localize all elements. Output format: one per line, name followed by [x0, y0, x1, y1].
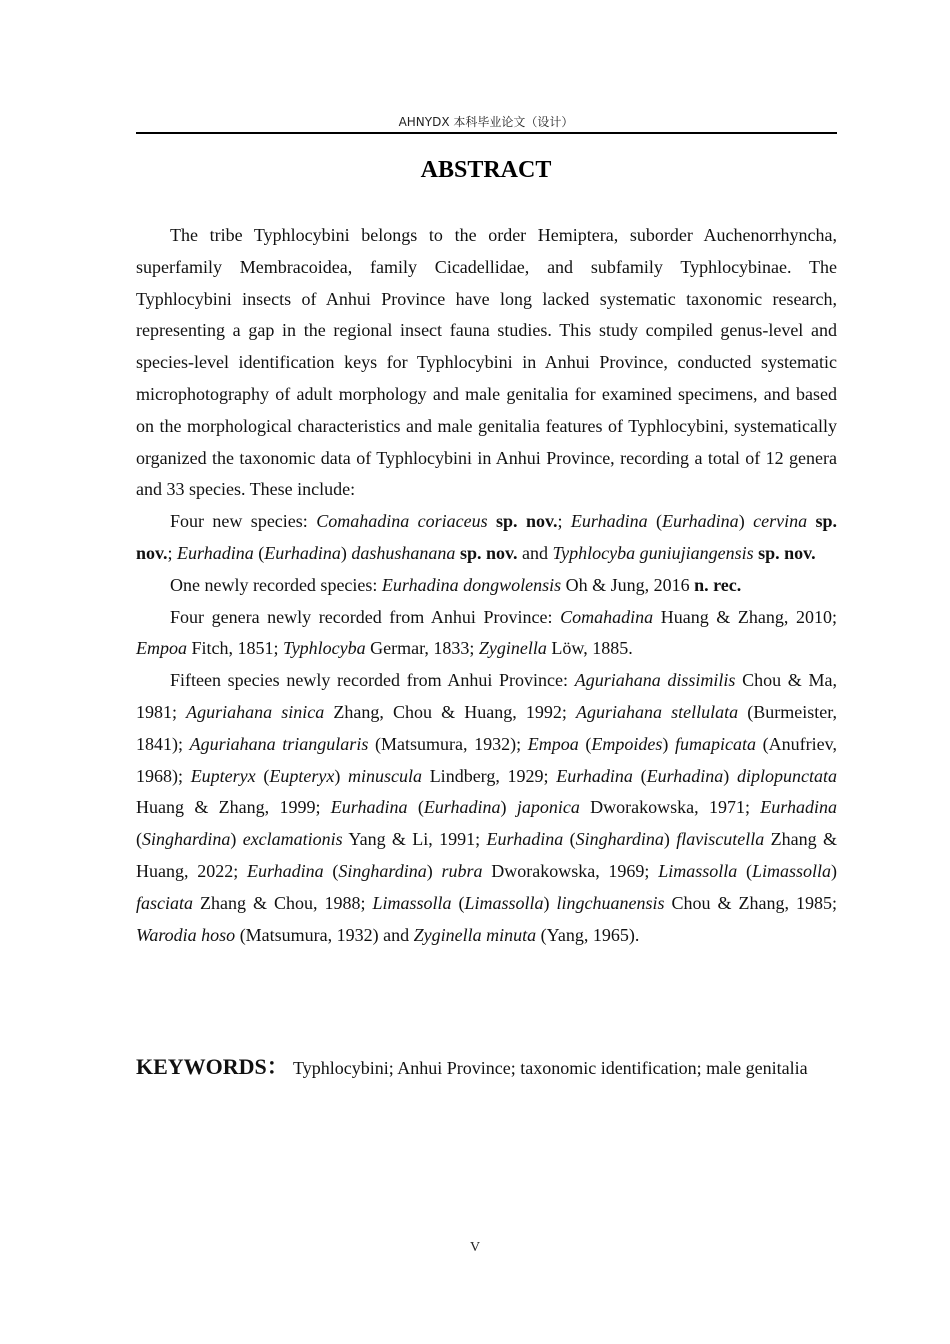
- taxon-name: Comahadina: [560, 606, 654, 627]
- taxon-name: Aguriahana dissimilis: [574, 670, 736, 691]
- text-run: (: [647, 511, 662, 532]
- page-title: ABSTRACT: [420, 157, 552, 183]
- text-run: Four new species:: [170, 511, 317, 532]
- text-run: One newly recorded species:: [170, 574, 382, 595]
- text-run: (Matsumura, 1932);: [368, 733, 528, 754]
- taxon-name: exclamationis: [242, 829, 343, 850]
- text-run: ): [426, 860, 442, 881]
- text-run: (Burmeister, 1841);: [136, 701, 837, 754]
- text-run: Huang & Zhang, 2010;: [653, 606, 837, 627]
- nomenclature-mark: sp. nov.: [136, 511, 838, 563]
- taxon-name: rubra: [441, 860, 483, 881]
- abstract-paragraph-fifteen-species: [136, 665, 837, 951]
- nomenclature-mark: n. rec.: [694, 574, 742, 595]
- taxon-name: Eurhadina: [246, 860, 324, 881]
- text-run: (: [407, 797, 424, 818]
- taxon-name: fasciata: [136, 892, 193, 913]
- text-run: Zhang & Huang, 2022;: [136, 829, 837, 881]
- taxon-name: Eurhadina: [177, 542, 254, 563]
- keywords-line: [136, 1052, 837, 1083]
- text-run: (Yang, 1965).: [536, 924, 640, 945]
- text-run: ): [663, 829, 677, 850]
- taxon-name: Singhardina: [338, 860, 427, 881]
- nomenclature-mark: sp. nov.: [758, 542, 816, 563]
- abstract-body: [136, 220, 837, 951]
- text-run: ): [738, 511, 754, 532]
- abstract-paragraph-new-species: [136, 506, 837, 570]
- text-run: Huang & Zhang, 1999;: [136, 797, 331, 818]
- text-run: ;: [167, 542, 178, 563]
- taxon-name: Warodia hoso: [136, 924, 236, 945]
- text-run: ): [340, 542, 352, 563]
- text-run: ;: [557, 511, 571, 532]
- abstract-paragraph-intro: [136, 220, 837, 506]
- text-run: Oh & Jung, 2016: [561, 574, 695, 595]
- keywords-text: Typhlocybini; Anhui Province; taxonomic identification; male genitalia: [288, 1058, 808, 1078]
- taxon-name: Limassolla: [751, 860, 831, 881]
- text-run: ): [230, 829, 243, 850]
- abstract-paragraph-new-record-species: [136, 570, 837, 602]
- taxon-name: Eurhadina: [264, 542, 341, 563]
- abstract-paragraph-new-genera: [136, 602, 837, 666]
- text-run: (Anufriev, 1968);: [136, 733, 837, 786]
- text-run: (: [255, 765, 270, 786]
- text-run: Fifteen species newly recorded from Anhui Province:: [170, 670, 575, 691]
- taxon-name: Comahadina coriaceus: [316, 511, 488, 532]
- taxon-name: Eurhadina: [646, 765, 724, 786]
- taxon-name: Eurhadina: [570, 511, 648, 532]
- nomenclature-mark: sp. nov.: [459, 542, 518, 563]
- text-run: (: [632, 765, 647, 786]
- text-run: (: [136, 829, 142, 850]
- text-run: Lindberg, 1929;: [422, 765, 557, 786]
- text-run: and: [517, 542, 553, 563]
- text-run: Fitch, 1851;: [187, 638, 284, 659]
- taxon-name: Eurhadina: [423, 797, 501, 818]
- taxon-name: Eupteryx: [269, 765, 335, 786]
- taxon-name: Zyginella: [478, 638, 547, 659]
- running-header: AHNYDX 本科毕业论文（设计）: [398, 115, 574, 129]
- text-run: ): [334, 765, 348, 786]
- text-run: [807, 511, 815, 531]
- taxon-name: Aguriahana stellulata: [575, 701, 739, 722]
- taxon-name: Eurhadina: [556, 765, 633, 786]
- taxon-name: Aguriahana sinica: [186, 701, 325, 722]
- header-rule: [136, 132, 837, 134]
- taxon-name: Eupteryx: [190, 765, 256, 786]
- text-run: (: [737, 860, 752, 881]
- text-run: Löw, 1885.: [546, 638, 633, 659]
- taxon-name: Empoa: [527, 733, 579, 754]
- taxon-name: Eurhadina: [486, 829, 564, 850]
- taxon-name: Singhardina: [142, 829, 231, 850]
- taxon-name: fumapicata: [675, 733, 757, 754]
- text-run: [488, 511, 496, 531]
- text-run: (: [323, 860, 339, 881]
- text-run: (: [563, 829, 576, 850]
- text-run: Dworakowska, 1971;: [579, 797, 761, 818]
- taxon-name: cervina: [753, 511, 808, 532]
- taxon-name: japonica: [516, 797, 580, 818]
- taxon-name: Typhlocyba: [283, 638, 366, 659]
- taxon-name: Typhlocyba guniujiangensis: [552, 542, 754, 563]
- taxon-name: Aguriahana triangularis: [189, 733, 369, 754]
- taxon-name: Eurhadina: [330, 797, 408, 818]
- text-run: (: [253, 542, 265, 563]
- text-run: ): [500, 797, 517, 818]
- text-run: ): [830, 860, 837, 881]
- text-run: Chou & Zhang, 1985;: [664, 892, 838, 913]
- text-run: Four genera newly recorded from Anhui Province:: [170, 606, 561, 627]
- page-number: V: [469, 1240, 481, 1255]
- text-run: Yang & Li, 1991;: [342, 829, 487, 850]
- nomenclature-mark: sp. nov.: [496, 511, 558, 532]
- taxon-name: Empoa: [136, 638, 187, 659]
- taxon-name: Eurhadina dongwolensis: [381, 574, 562, 595]
- taxon-name: Eurhadina: [662, 511, 739, 532]
- text-run: Zhang, Chou & Huang, 1992;: [324, 701, 576, 722]
- taxon-name: Zyginella minuta: [413, 924, 537, 945]
- text-run: ): [723, 765, 737, 786]
- text-run: Dworakowska, 1969;: [482, 860, 659, 881]
- taxon-name: Limassolla: [464, 892, 544, 913]
- text-run: ): [662, 733, 676, 754]
- text-run: ): [543, 892, 557, 913]
- taxon-name: minuscula: [348, 765, 422, 786]
- text-run: Germar, 1833;: [365, 638, 479, 659]
- taxon-name: lingchuanensis: [556, 892, 665, 913]
- text-run: (Matsumura, 1932) and: [235, 924, 414, 945]
- text-run: The tribe Typhlocybini belongs to the order Hemiptera, suborder Auchenorrhyncha, superfamily Membracoidea, family Cicadellidae, and subfamily Typhlocybinae. The Typhlocybini insects of Anhui Province have long lacked systematic taxonomic research, representing a gap in the regional insect fauna studies. This study compiled genus-level and species-level identification keys for Typhlocybini in Anhui Province, conducted systematic microphotography of adult morphology and male genitalia for examined specimens, and based on the morphological characteristics and male genitalia features of Typhlocybini, systematically organized the taxonomic data of Typhlocybini in Anhui Province, recording a total of 12 genera and 33 species. These include:: [136, 225, 837, 500]
- taxon-name: Limassolla: [372, 892, 452, 913]
- taxon-name: diplopunctata: [736, 765, 837, 786]
- taxon-name: Singhardina: [575, 829, 664, 850]
- text-run: Zhang & Chou, 1988;: [193, 892, 373, 913]
- taxon-name: dashushanana: [351, 542, 456, 563]
- taxon-name: Limassolla: [658, 860, 738, 881]
- text-run: (: [451, 892, 465, 913]
- keywords-label: KEYWORDS：: [136, 1054, 289, 1079]
- text-run: Chou & Ma, 1981;: [136, 670, 837, 722]
- taxon-name: Empoides: [591, 733, 663, 754]
- text-run: (: [578, 733, 592, 754]
- taxon-name: Eurhadina: [760, 797, 837, 818]
- taxon-name: flaviscutella: [676, 829, 765, 850]
